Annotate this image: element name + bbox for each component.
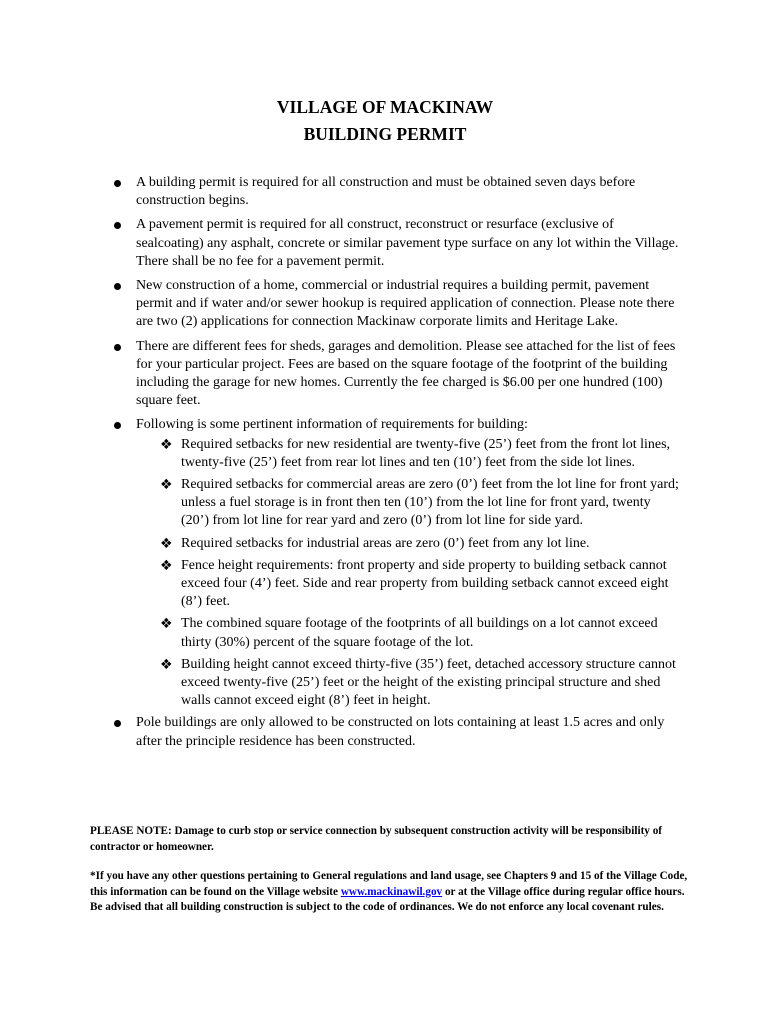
damage-note: PLEASE NOTE: Damage to curb stop or service connection by subsequent construction activity will be responsibility of contractor or homeowner. [90,825,663,853]
list-item-text: A building permit is required for all construction and must be obtained seven days before construction begins. [136,175,636,209]
list-item [0,277,770,332]
sub-list-item-text: Required setbacks for new residential are twenty-five (25’) feet from the front lot lines, twenty-five (25’) feet from rear lot lines and ten (10’) feet from the side lot lines. [181,436,671,470]
list-item-text: A pavement permit is required for all construct, reconstruct or resurface (exclusive of sealcoating) any asphalt, concrete or similar pavement type surface on any lot within the Village. There shall be no fee for a pavement permit. [136,217,679,269]
building-requirements-sublist [136,436,680,711]
bullet-icon [114,720,121,727]
list-item [0,338,770,411]
questions-note-text-end: or at the Village office during regular office hours. Be advised that all building construction is subject to the code of ordinances. We do not enforce any local covenant rules. [90,885,685,913]
list-item [0,714,770,750]
bullet-icon [114,283,121,290]
list-item-text: Following is some pertinent information of requirements for building: [136,417,528,433]
diamond-bullet-icon: ❖ [160,477,173,494]
sub-list-item-text: The combined square footage of the footprints of all buildings on a lot cannot exceed thirty (30%) percent of the square footage of the lot. [181,616,658,650]
bullet-icon [114,344,121,351]
sub-list-item [136,476,680,531]
sub-list-item [136,557,680,612]
bullet-icon [114,180,121,187]
sub-list-item [136,656,680,711]
sub-list-item-text: Fence height requirements: front property and side property to building setback cannot exceed four (4’) feet. Side and rear property from building setback cannot exceed eight (8’) feet. [181,557,669,610]
requirements-list [0,172,770,751]
sub-list-item-text: Required setbacks for industrial areas are zero (0’) feet from any lot line. [181,535,590,551]
questions-note [90,869,690,916]
diamond-bullet-icon: ❖ [160,535,173,552]
diamond-bullet-icon: ❖ [160,436,173,453]
list-item [0,174,770,210]
sub-list-item-text: Required setbacks for commercial areas are zero (0’) feet from the lot line for front yard; unless a fuel storage is in front then ten (10’) from the lot line for front yard, twenty (20’) from lot line for rear yard and zero (0’) from lot line for side yard. [181,477,679,529]
diamond-bullet-icon: ❖ [160,616,173,633]
diamond-bullet-icon: ❖ [160,557,173,574]
list-item-text: There are different fees for sheds, garages and demolition. Please see attached for the list of fees for your particular project. Fees are based on the square footage of the footprint of the building including the garage for new homes. Currently the fee charged is $6.00 per one hundred (100) square feet. [136,338,676,409]
list-item [0,216,770,271]
sub-list-item [136,535,680,553]
sub-list-item [136,436,680,472]
diamond-bullet-icon: ❖ [160,656,173,673]
bullet-icon [114,422,121,429]
bullet-icon [114,222,121,229]
village-website-link[interactable]: www.mackinawil.gov [340,885,443,898]
list-item [0,416,770,710]
questions-note-text: *If you have any other questions pertaining to General regulations and land usage, see Chapters 9 and 15 of the Village Code, this information can be found on the Village website [90,870,688,898]
list-item-text: Pole buildings are only allowed to be constructed on lots containing at least 1.5 acres and only after the principle residence has been constructed. [136,715,665,749]
title-line-1: VILLAGE OF MACKINAW [276,97,494,117]
list-item-text: New construction of a home, commercial or industrial requires a building permit, pavement permit and if water and/or sewer hookup is required application of connection. Please note there are two (2) applications for connection Mackinaw corporate limits and Heritage Lake. [136,278,675,330]
title-line-2: BUILDING PERMIT [303,124,467,144]
sub-list-item [136,615,680,651]
sub-list-item-text: Building height cannot exceed thirty-five (35’) feet, detached accessory structure cannot exceed twenty-five (25’) feet or the height of the existing principal structure and shed walls cannot exceed eight (8’) feet in height. [181,656,676,709]
